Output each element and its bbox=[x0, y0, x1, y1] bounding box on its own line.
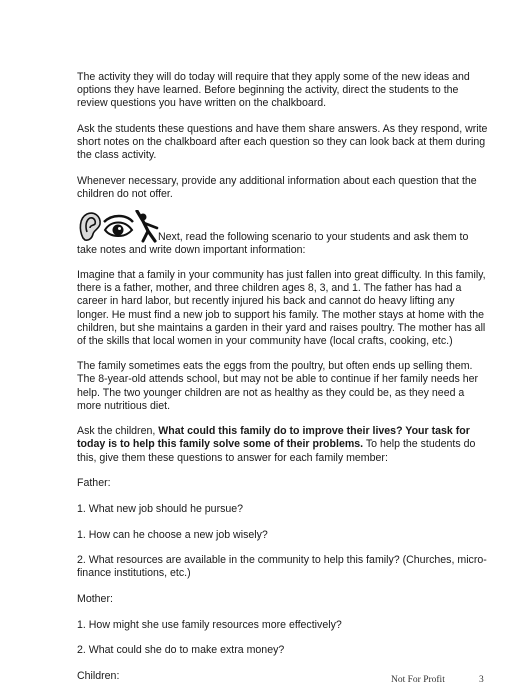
heading-mother: Mother: bbox=[77, 593, 113, 606]
task-instructions: To help the students do this, give them these questions to answer for each family member: bbox=[77, 438, 476, 464]
father-question-3: 2. What resources are available in the community to help this family? (Churches, micro-finance institutions, etc.) bbox=[77, 554, 487, 580]
eye-icon bbox=[104, 216, 133, 236]
paragraph-task bbox=[77, 425, 489, 464]
mother-question-1: 1. How might she use family resources more effectively? bbox=[77, 618, 342, 631]
heading-father: Father: bbox=[77, 477, 111, 490]
father-question-1: 1. What new job should he pursue? bbox=[77, 502, 244, 515]
page-footer bbox=[0, 671, 532, 687]
read-scenario-text: Next, read the following scenario to your students and ask them to take notes and write down important information: bbox=[77, 230, 469, 256]
paragraph-scenario-eggs: The family sometimes eats the eggs from the poultry, but often ends up selling them. The 8-year-old attends school, but may not be able to continue if her family needs her help. The two younger children are not as healthy as they could be, as they need a more nutritious diet. bbox=[77, 360, 479, 412]
listen-look-act-icons bbox=[77, 214, 157, 244]
footer-label: Not For Profit bbox=[391, 675, 445, 685]
father-question-2: 1. How can he choose a new job wisely? bbox=[77, 528, 268, 541]
paragraph-additional-info: Whenever necessary, provide any additional information about each question that the children do not offer. bbox=[77, 174, 477, 200]
ear-icon bbox=[80, 213, 100, 240]
paragraph-activity-intro: The activity they will do today will require that they apply some of the new ideas and options they have learned. Before beginning the activity, direct the students to the review questions you have written on the chalkboard. bbox=[77, 71, 470, 110]
body-text bbox=[77, 71, 489, 696]
paragraph-scenario-family: Imagine that a family in your community has just fallen into great difficulty. In this family, there is a father, mother, and three children ages 8, 3, and 1. The father has had a career in hard labor, but recently injured his back and cannot do heavy lifting any longer. He must find a new job to support his family. The mother stays at home with the children, but she maintains a garden in their yard and raises poultry. The mother has all of the skills that local women in your community have (local crafts, cooking, etc.) bbox=[77, 269, 486, 347]
mother-question-2: 2. What could she do to make extra money? bbox=[77, 644, 285, 657]
task-intro: Ask the children, bbox=[77, 425, 159, 438]
paragraph-share-answers: Ask the students these questions and have them share answers. As they respond, write short notes on the chalkboard after each question so they can look back at them during the class activity. bbox=[77, 122, 488, 162]
task-question-bold: What could this family do to improve their lives? Your task for today is to help this family solve some of their problems. bbox=[77, 425, 470, 451]
page-number: 3 bbox=[479, 675, 484, 685]
paragraph-read-scenario bbox=[77, 214, 489, 257]
heading-children: Children: bbox=[77, 670, 120, 683]
person-stretching-icon bbox=[137, 211, 157, 241]
